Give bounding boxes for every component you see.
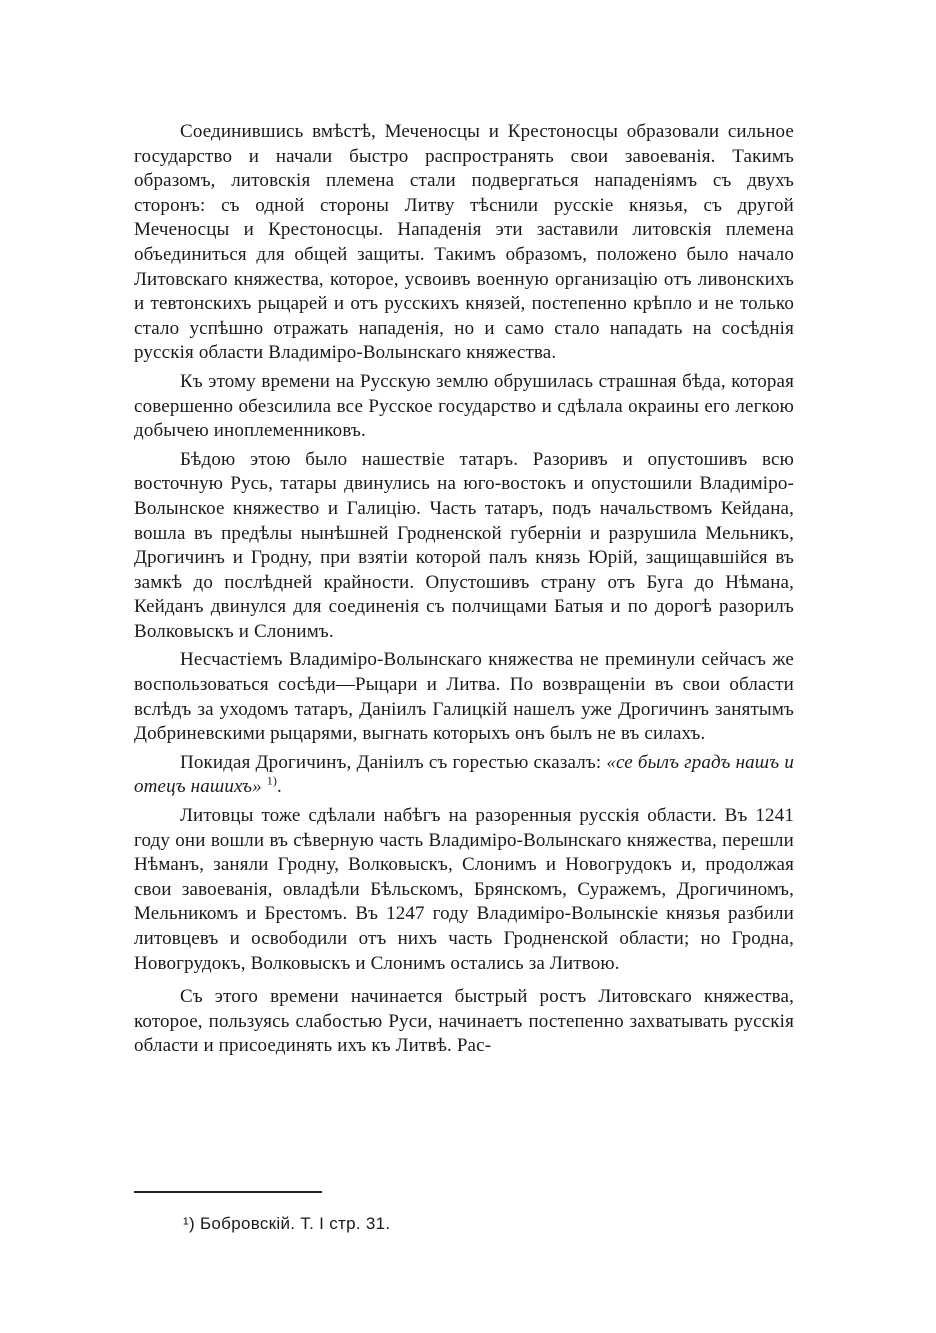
footnote: ¹) Бобровскій. Т. I стр. 31.	[183, 1214, 391, 1233]
page-body	[134, 120, 794, 1059]
paragraph-6: Литовцы тоже сдѣлали набѣгъ на разоренныя русскія области. Въ 1241 году они вошли въ сѣверную часть Владиміро-Волынскаго княжества, перешли Нѣманъ, заняли Гродну, Волковыскъ, Слонимъ и Новогрудокъ и, продолжая свои завоеванія, овладѣли Бѣльскомъ, Брянскомъ, Суражемъ, Дрогичиномъ, Мельникомъ и Брестомъ. Въ 1247 году Владиміро-Волынскіе князья разбили литовцевъ и освободили отъ нихъ часть Гродненской области; но Гродна, Новогрудокъ, Волковыскъ и Слонимъ остались за Литвою.	[134, 805, 794, 974]
paragraph-4: Несчастіемъ Владиміро-Волынскаго княжества не преминули сейчасъ же воспользоваться сосѣди—Рыцари и Литва. По возвращеніи въ свои области вслѣдъ за уходомъ татаръ, Даніилъ Галицкій нашелъ уже Дрогичинъ занятымъ Добриневскими рыцарями, выгнать которыхъ онъ былъ не въ силахъ.	[134, 649, 794, 745]
footnote-mark: 1)	[266, 774, 278, 789]
quote-intro: Покидая Дрогичинъ, Даніилъ съ горестью сказалъ:	[180, 751, 602, 773]
paragraph-2: Къ этому времени на Русскую землю обрушилась страшная бѣда, которая совершенно обезсилила все Русское государство и сдѣлала окраины его легкою добычею иноплеменниковъ.	[134, 370, 794, 442]
paragraph-7: Съ этого времени начинается быстрый ростъ Литовскаго княжества, которое, пользуясь слабостью Руси, начинаетъ постепенно захватывать русскія области и присоединять ихъ къ Литвѣ. Рас-	[134, 986, 794, 1057]
footnote-divider	[134, 1191, 322, 1193]
paragraph-quote: Покидая Дрогичинъ, Даніилъ съ горестью сказалъ: «се былъ градъ нашъ и отецъ нашихъ» $^{1)}$.	[134, 751, 794, 798]
paragraph-1: Соединившись вмѣстѣ, Меченосцы и Крестоносцы образовали сильное государство и начали быстро распространять свои завоеванія. Такимъ образомъ, литовскія племена стали подвергаться нападеніямъ съ двухъ сторонъ: съ одной стороны Литву тѣснили русскіе князья, съ другой Меченосцы и Крестоносцы. Нападенія эти заставили литовскія племена объединиться для общей защиты. Такимъ образомъ, положено было начало Литовскаго княжества, которое, усвоивъ военную организацію отъ ливонскихъ и тевтонскихъ рыцарей и отъ русскихъ князей, постепенно крѣпло и не только стало успѣшно отражать нападенія, но и само стало нападать на сосѣднія русскія области Владиміро-Волынскаго княжества.	[134, 121, 794, 364]
paragraph-3: Бѣдою этою было нашествіе татаръ. Разоривъ и опустошивъ всю восточную Русь, татары двинулись на юго-востокъ и опустошили Владиміро-Волынское княжество и Галицію. Часть татаръ, подъ начальствомъ Кейдана, вошла въ предѣлы нынѣшней Гродненской губерніи и разрушила Мельникъ, Дрогичинъ и Гродну, при взятіи которой палъ князь Юрій, защищавшійся въ замкѣ до послѣдней крайности. Опустошивъ страну отъ Буга до Нѣмана, Кейданъ двинулся для соединенія съ полчищами Батыя и по дорогѣ разорилъ Волковыскъ и Слонимъ.	[134, 448, 794, 642]
quote-text: «се былъ градъ нашъ и отецъ нашихъ»	[134, 751, 794, 798]
